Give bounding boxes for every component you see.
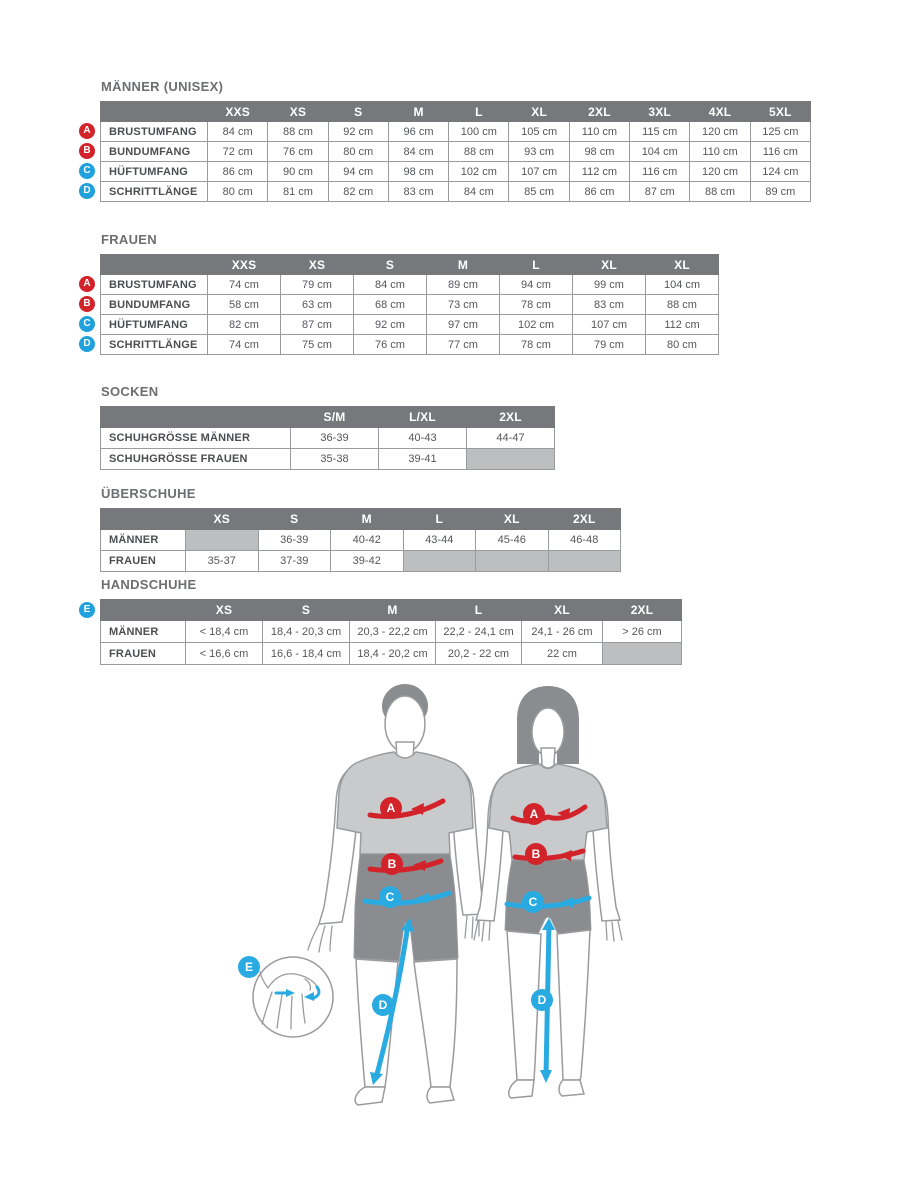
size-value-cell: 24,1 - 26 cm: [522, 621, 603, 643]
size-value-cell: 105 cm: [509, 122, 569, 142]
column-header-sm: S/M: [291, 407, 379, 428]
size-value-cell: 86 cm: [569, 182, 629, 202]
male-hip-badge-letter: C: [385, 890, 395, 904]
size-value-cell: 76 cm: [268, 142, 328, 162]
row-label: BUNDUMFANG: [101, 142, 208, 162]
size-value-cell: 94 cm: [500, 275, 573, 295]
row-label: BRUSTUMFANG: [101, 122, 208, 142]
size-value-cell: 116 cm: [630, 162, 690, 182]
female-inseam-badge: [531, 989, 553, 1011]
table-row: [101, 122, 811, 142]
size-value-cell: 100 cm: [449, 122, 509, 142]
size-value-cell: 107 cm: [509, 162, 569, 182]
header-corner-cell: [101, 407, 291, 428]
size-value-cell: 120 cm: [690, 122, 750, 142]
section-title-maenner: MÄNNER (UNISEX): [101, 79, 224, 94]
column-header-s: S: [258, 509, 331, 530]
size-value-cell: 104 cm: [646, 275, 719, 295]
size-value-cell: 22 cm: [522, 643, 603, 665]
section-title-handschuhe: HANDSCHUHE: [101, 577, 197, 592]
size-value-cell: 83 cm: [573, 295, 646, 315]
table-row: [101, 643, 682, 665]
size-value-cell: 74 cm: [208, 335, 281, 355]
row-label: SCHUHGRÖSSE FRAUEN: [101, 449, 291, 470]
size-value-cell: 77 cm: [427, 335, 500, 355]
column-header-xxs: XXS: [208, 102, 268, 122]
size-value-cell: 80 cm: [208, 182, 268, 202]
size-value-cell: 45-46: [476, 530, 549, 551]
size-value-cell: 74 cm: [208, 275, 281, 295]
size-value-cell: 125 cm: [750, 122, 810, 142]
male-right-foot: [427, 1087, 454, 1103]
table-row: [101, 621, 682, 643]
size-value-cell: 37-39: [258, 551, 331, 572]
size-value-cell: 18,4 - 20,2 cm: [350, 643, 436, 665]
column-header-lxl: L/XL: [379, 407, 467, 428]
size-value-cell: 35-38: [291, 449, 379, 470]
size-value-cell: 84 cm: [354, 275, 427, 295]
section-title-ueberschuhe: ÜBERSCHUHE: [101, 486, 196, 501]
size-value-cell: 92 cm: [354, 315, 427, 335]
column-header-m: M: [350, 600, 436, 621]
size-value-cell: 78 cm: [500, 295, 573, 315]
male-waist-badge-letter: B: [387, 857, 397, 871]
column-header-2xl: 2XL: [467, 407, 555, 428]
socken-size-table: [100, 406, 555, 470]
ueberschuhe-table-host: [100, 508, 621, 572]
size-value-cell: 82 cm: [328, 182, 388, 202]
female-neck: [541, 748, 555, 768]
column-header-m: M: [388, 102, 448, 122]
size-value-cell: 92 cm: [328, 122, 388, 142]
female-right-foot: [559, 1080, 584, 1096]
maenner-table-host: [83, 101, 811, 202]
table-row: [101, 551, 621, 572]
column-header-s: S: [328, 102, 388, 122]
frauen-table-host: [83, 254, 719, 355]
size-value-cell: 22,2 - 24,1 cm: [436, 621, 522, 643]
socken-table-host: [100, 406, 555, 470]
header-corner-cell: [101, 102, 208, 122]
size-value-cell: 104 cm: [630, 142, 690, 162]
ueberschuhe-size-table: [100, 508, 621, 572]
column-header-s: S: [263, 600, 350, 621]
hand-badge: [238, 956, 260, 978]
size-value-cell: > 26 cm: [603, 621, 682, 643]
female-hip-badge-letter: C: [528, 895, 538, 909]
size-value-cell: 97 cm: [427, 315, 500, 335]
size-value-cell: 58 cm: [208, 295, 281, 315]
size-value-cell: 87 cm: [630, 182, 690, 202]
measure-badge-a: A: [79, 276, 95, 292]
measure-badge-a: A: [79, 123, 95, 139]
size-value-cell: 88 cm: [646, 295, 719, 315]
section-handschuhe: [83, 577, 682, 665]
size-value-cell: 80 cm: [646, 335, 719, 355]
size-value-cell: 39-42: [331, 551, 404, 572]
maenner-size-table: [100, 101, 811, 202]
size-value-cell: 102 cm: [500, 315, 573, 335]
table-row: [101, 142, 811, 162]
column-header-xl: XL: [646, 255, 719, 275]
size-value-cell: 124 cm: [750, 162, 810, 182]
size-value-cell: 84 cm: [449, 182, 509, 202]
size-value-cell: < 18,4 cm: [186, 621, 263, 643]
table-row: [101, 182, 811, 202]
column-header-2xl: 2XL: [548, 509, 621, 530]
table-row: [101, 449, 555, 470]
size-value-cell: 87 cm: [281, 315, 354, 335]
size-value-cell: 20,3 - 22,2 cm: [350, 621, 436, 643]
size-value-cell: 93 cm: [509, 142, 569, 162]
size-value-cell: 86 cm: [208, 162, 268, 182]
measure-badge-c: C: [79, 316, 95, 332]
table-row: [101, 295, 719, 315]
row-label: HÜFTUMFANG: [101, 162, 208, 182]
female-shirt: [489, 764, 607, 860]
size-value-cell: 88 cm: [690, 182, 750, 202]
size-value-cell: < 16,6 cm: [186, 643, 263, 665]
size-value-cell: 98 cm: [388, 162, 448, 182]
hand-circle: [253, 957, 333, 1037]
column-header-xxs: XXS: [208, 255, 281, 275]
size-value-cell: 43-44: [403, 530, 476, 551]
female-waist-badge: [525, 843, 547, 865]
size-value-cell: 94 cm: [328, 162, 388, 182]
size-value-cell: 63 cm: [281, 295, 354, 315]
header-corner-cell: [101, 255, 208, 275]
empty-cell: [603, 643, 682, 665]
size-value-cell: 96 cm: [388, 122, 448, 142]
size-value-cell: 75 cm: [281, 335, 354, 355]
size-value-cell: 40-42: [331, 530, 404, 551]
column-header-l: L: [403, 509, 476, 530]
male-inseam-badge-letter: D: [378, 998, 388, 1012]
female-left-hand: [474, 921, 490, 941]
table-row: [101, 315, 719, 335]
male-chest-badge-letter: A: [386, 801, 396, 815]
male-hip-badge: [379, 886, 401, 908]
male-waist-badge: [381, 853, 403, 875]
handschuhe-table-host: [83, 599, 682, 665]
column-header-xs: XS: [268, 102, 328, 122]
size-value-cell: 120 cm: [690, 162, 750, 182]
row-label: BUNDUMFANG: [101, 295, 208, 315]
empty-cell: [476, 551, 549, 572]
female-chest-badge-letter: A: [529, 807, 539, 821]
column-header-l: L: [500, 255, 573, 275]
handschuhe-size-table: [100, 599, 682, 665]
table-row: [101, 530, 621, 551]
female-right-leg: [557, 930, 590, 1080]
row-label: MÄNNER: [101, 621, 186, 643]
male-shirt: [337, 752, 473, 854]
size-value-cell: 68 cm: [354, 295, 427, 315]
measure-badge-e: E: [79, 602, 95, 618]
size-value-cell: 107 cm: [573, 315, 646, 335]
size-value-cell: 40-43: [379, 428, 467, 449]
male-left-hand: [308, 924, 332, 952]
size-value-cell: 18,4 - 20,3 cm: [263, 621, 350, 643]
size-value-cell: 36-39: [258, 530, 331, 551]
row-label: SCHRITTLÄNGE: [101, 335, 208, 355]
column-header-l: L: [449, 102, 509, 122]
row-label: FRAUEN: [101, 551, 186, 572]
empty-cell: [403, 551, 476, 572]
size-value-cell: 84 cm: [208, 122, 268, 142]
column-header-xl: XL: [573, 255, 646, 275]
row-label: HÜFTUMFANG: [101, 315, 208, 335]
size-value-cell: 16,6 - 18,4 cm: [263, 643, 350, 665]
size-value-cell: 115 cm: [630, 122, 690, 142]
female-hip-badge: [522, 891, 544, 913]
measure-badge-b: B: [79, 296, 95, 312]
section-socken: [100, 384, 555, 470]
measure-badge-c: C: [79, 163, 95, 179]
size-value-cell: 112 cm: [569, 162, 629, 182]
column-header-xl: XL: [522, 600, 603, 621]
column-header-2xl: 2XL: [603, 600, 682, 621]
female-waist-badge-letter: B: [531, 847, 541, 861]
size-value-cell: 20,2 - 22 cm: [436, 643, 522, 665]
measurement-diagram: [220, 672, 680, 1142]
size-value-cell: 36-39: [291, 428, 379, 449]
size-value-cell: 112 cm: [646, 315, 719, 335]
section-ueberschuhe: [100, 486, 621, 572]
column-header-xs: XS: [186, 509, 259, 530]
column-header-m: M: [331, 509, 404, 530]
female-inseam-badge-letter: D: [537, 993, 547, 1007]
header-corner-cell: [101, 600, 186, 621]
size-value-cell: 116 cm: [750, 142, 810, 162]
hand-badge-letter: E: [244, 960, 254, 974]
frauen-size-table: [100, 254, 719, 355]
size-value-cell: 102 cm: [449, 162, 509, 182]
size-value-cell: 76 cm: [354, 335, 427, 355]
size-value-cell: 99 cm: [573, 275, 646, 295]
table-row: [101, 275, 719, 295]
size-value-cell: 90 cm: [268, 162, 328, 182]
size-value-cell: 72 cm: [208, 142, 268, 162]
section-maenner: [83, 79, 811, 202]
measure-badge-b: B: [79, 143, 95, 159]
empty-cell: [186, 530, 259, 551]
size-value-cell: 80 cm: [328, 142, 388, 162]
row-label: SCHRITTLÄNGE: [101, 182, 208, 202]
row-label: MÄNNER: [101, 530, 186, 551]
column-header-xl: XL: [509, 102, 569, 122]
table-row: [101, 428, 555, 449]
section-title-socken: SOCKEN: [101, 384, 159, 399]
column-header-3xl: 3XL: [630, 102, 690, 122]
section-title-frauen: FRAUEN: [101, 232, 157, 247]
row-label: SCHUHGRÖSSE MÄNNER: [101, 428, 291, 449]
male-figure: [308, 684, 484, 1105]
size-value-cell: 110 cm: [569, 122, 629, 142]
empty-cell: [548, 551, 621, 572]
measure-badge-d: D: [79, 336, 95, 352]
column-header-xs: XS: [281, 255, 354, 275]
male-inseam-badge: [372, 994, 394, 1016]
size-value-cell: 88 cm: [449, 142, 509, 162]
column-header-s: S: [354, 255, 427, 275]
hand-measurement-circle: [238, 956, 333, 1037]
size-value-cell: 73 cm: [427, 295, 500, 315]
size-value-cell: 84 cm: [388, 142, 448, 162]
male-left-foot: [355, 1087, 385, 1105]
size-value-cell: 83 cm: [388, 182, 448, 202]
column-header-m: M: [427, 255, 500, 275]
empty-cell: [467, 449, 555, 470]
size-value-cell: 89 cm: [750, 182, 810, 202]
size-value-cell: 79 cm: [281, 275, 354, 295]
size-value-cell: 89 cm: [427, 275, 500, 295]
size-value-cell: 35-37: [186, 551, 259, 572]
male-chest-badge: [380, 797, 402, 819]
female-right-hand: [606, 921, 622, 941]
female-chest-badge: [523, 803, 545, 825]
size-value-cell: 85 cm: [509, 182, 569, 202]
table-row: [101, 162, 811, 182]
size-value-cell: 44-47: [467, 428, 555, 449]
size-value-cell: 88 cm: [268, 122, 328, 142]
size-value-cell: 39-41: [379, 449, 467, 470]
size-value-cell: 46-48: [548, 530, 621, 551]
column-header-4xl: 4XL: [690, 102, 750, 122]
measure-badge-d: D: [79, 183, 95, 199]
size-value-cell: 81 cm: [268, 182, 328, 202]
header-corner-cell: [101, 509, 186, 530]
female-figure: [474, 686, 622, 1098]
column-header-xs: XS: [186, 600, 263, 621]
column-header-l: L: [436, 600, 522, 621]
size-value-cell: 110 cm: [690, 142, 750, 162]
size-value-cell: 79 cm: [573, 335, 646, 355]
row-label: FRAUEN: [101, 643, 186, 665]
size-value-cell: 78 cm: [500, 335, 573, 355]
section-frauen: [83, 232, 719, 355]
column-header-xl: XL: [476, 509, 549, 530]
female-inseam-arrowhead-bottom-icon: [540, 1070, 552, 1083]
column-header-5xl: 5XL: [750, 102, 810, 122]
table-row: [101, 335, 719, 355]
size-value-cell: 82 cm: [208, 315, 281, 335]
female-left-foot: [509, 1080, 534, 1098]
size-value-cell: 98 cm: [569, 142, 629, 162]
row-label: BRUSTUMFANG: [101, 275, 208, 295]
column-header-2xl: 2XL: [569, 102, 629, 122]
male-right-leg: [414, 959, 457, 1087]
